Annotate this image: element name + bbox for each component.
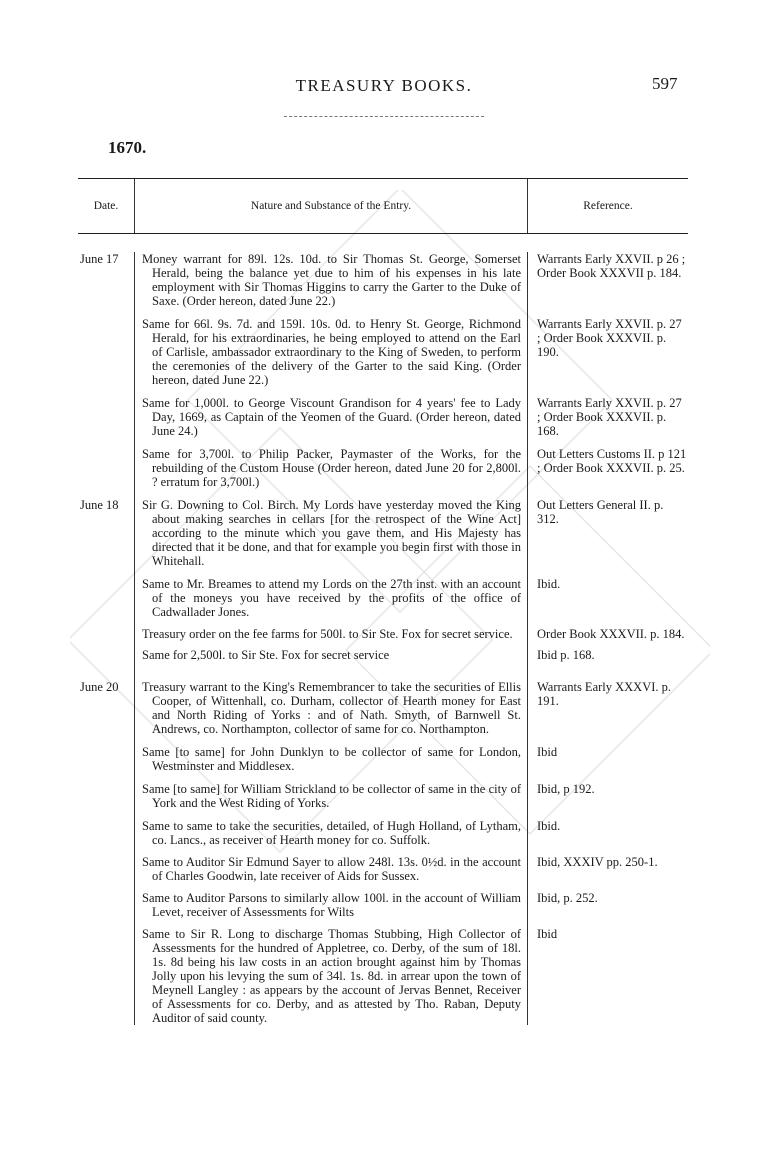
column-header-entry: Nature and Substance of the Entry. xyxy=(134,179,528,233)
entry-text: Money warrant for 89l. 12s. 10d. to Sir Thomas St. George, Somerset Herald, being the balance yet due to him of his expenses in his late employment with Sir Thomas Higgins to carry the Garter to the Duke of Saxe. (Order hereon, dated June 22.) xyxy=(142,252,521,308)
entry-text: Same to Mr. Breames to attend my Lords on the 27th inst. with an account of the moneys you have received by the profits of the office of Cadwallader Jones. xyxy=(142,577,521,619)
table-row xyxy=(78,680,688,736)
entry-text: Same for 2,500l. to Sir Ste. Fox for secret service xyxy=(142,648,390,662)
entry-reference: Ibid, XXXIV pp. 250-1. xyxy=(537,855,658,869)
entry-text: Same for 3,700l. to Philip Packer, Paymaster of the Works, for the rebuilding of the Custom House (Order hereon, dated June 20 for 2,800l. ? erratum for 3,700l.) xyxy=(142,447,521,489)
entry-reference: Ibid, p 192. xyxy=(537,782,595,796)
entry-reference: Ibid. xyxy=(537,819,561,833)
table-row xyxy=(78,745,688,773)
entry-reference: Warrants Early XXVII. p. 27 ; Order Book XXXVII. p. 190. xyxy=(537,317,682,359)
entry-text: Treasury order on the fee farms for 500l. to Sir Ste. Fox for secret service. xyxy=(142,627,513,641)
entry-text: Treasury warrant to the King's Remembrancer to take the securities of Ellis Cooper, of Wittenhall, co. Durham, collector of Hearth money for East and North Riding of Yorks : and of Nath. Smyth, of Barnwell St. Andrews, co. Northampton, collector of same for co. Northampton. xyxy=(142,680,521,736)
head-rule xyxy=(284,116,484,117)
entry-date: June 20 xyxy=(80,680,119,694)
entry-text: Same to Auditor Sir Edmund Sayer to allow 248l. 13s. 0½d. in the account of Charles Goodwin, late receiver of Aids for Sussex. xyxy=(142,855,521,883)
entry-text: Same to Auditor Parsons to similarly allow 100l. in the account of William Levet, receiver of Assessments for Wilts xyxy=(142,891,521,919)
entry-date: June 18 xyxy=(80,498,119,512)
entry-reference: Out Letters General II. p. 312. xyxy=(537,498,664,526)
entry-reference: Ibid. xyxy=(537,577,561,591)
table-row xyxy=(78,498,688,568)
table-row xyxy=(78,577,688,619)
table-row xyxy=(78,648,688,662)
entry-text: Sir G. Downing to Col. Birch. My Lords have yesterday moved the King about making searches in cellars [for the retrospect of the Wine Act] according to the minute which you gave them, and His Majesty has directed that it be done, and that for example you begin first with those in Whitehall. xyxy=(142,498,521,568)
entry-reference: Ibid xyxy=(537,927,558,941)
table-row xyxy=(78,819,688,847)
entry-text: Same to same to take the securities, detailed, of Hugh Holland, of Lytham, co. Lancs., as receiver of Hearth money for co. Suffolk. xyxy=(142,819,521,847)
table-body xyxy=(78,252,688,1025)
running-head xyxy=(0,72,768,104)
entry-date: June 17 xyxy=(80,252,119,266)
table-row xyxy=(78,447,688,489)
entry-text: Same to Sir R. Long to discharge Thomas Stubbing, High Collector of Assessments for the hundred of Appletree, co. Derby, of the sum of 18l. 1s. 8d being his law costs in an action brought against him by Thomas Jolly upon his levying the sum of 34l. 1s. 8d. in arrear upon the town of Meynell Langley : as appears by the account of Jervas Bennet, Receiver of Assessments for co. Derby, and as attested by Tho. Raban, Deputy Auditor of said county. xyxy=(142,927,521,1025)
entry-reference: Warrants Early XXVII. p 26 ; Order Book XXXVII p. 184. xyxy=(537,252,686,280)
table-row xyxy=(78,855,688,883)
entry-reference: Ibid, p. 252. xyxy=(537,891,598,905)
table-row xyxy=(78,627,688,641)
entry-text: Same for 1,000l. to George Viscount Grandison for 4 years' fee to Lady Day, 1669, as Captain of the Yeomen of the Guard. (Order hereon, dated June 24.) xyxy=(142,396,521,438)
table-header xyxy=(78,179,688,234)
table-row xyxy=(78,252,688,308)
entry-text: Same [to same] for William Strickland to be collector of same in the city of York and the West Riding of Yorks. xyxy=(142,782,521,810)
column-header-reference: Reference. xyxy=(583,200,633,212)
table-row xyxy=(78,782,688,810)
entry-reference: Ibid p. 168. xyxy=(537,648,595,662)
table-row xyxy=(78,317,688,387)
entry-text: Same for 66l. 9s. 7d. and 159l. 10s. 0d. to Henry St. George, Richmond Herald, for his extraordinaries, he being employed to attend on the Earl of Carlisle, ambassador extraordinary to the King of Sweden, to perform the ceremonies of the delivery of the Garter to the said King. (Order hereon, dated June 22.) xyxy=(142,317,521,387)
table-row xyxy=(78,396,688,438)
entry-reference: Warrants Early XXXVI. p. 191. xyxy=(537,680,672,708)
entry-reference: Out Letters Customs II. p 121 ; Order Book XXXVII. p. 25. xyxy=(537,447,687,475)
table-row xyxy=(78,927,688,1025)
running-title: TREASURY BOOKS. xyxy=(295,76,473,95)
entry-reference: Order Book XXXVII. p. 184. xyxy=(537,627,685,641)
table-row xyxy=(78,891,688,919)
ledger-table xyxy=(78,178,688,1025)
entry-reference: Warrants Early XXVII. p. 27 ; Order Book XXXVII. p. 168. xyxy=(537,396,682,438)
entry-text: Same [to same] for John Dunklyn to be collector of same for London, Westminster and Middlesex. xyxy=(142,745,521,773)
page-number: 597 xyxy=(652,74,678,93)
entry-reference: Ibid xyxy=(537,745,558,759)
column-header-date: Date. xyxy=(93,200,119,212)
year-heading: 1670. xyxy=(108,138,147,157)
